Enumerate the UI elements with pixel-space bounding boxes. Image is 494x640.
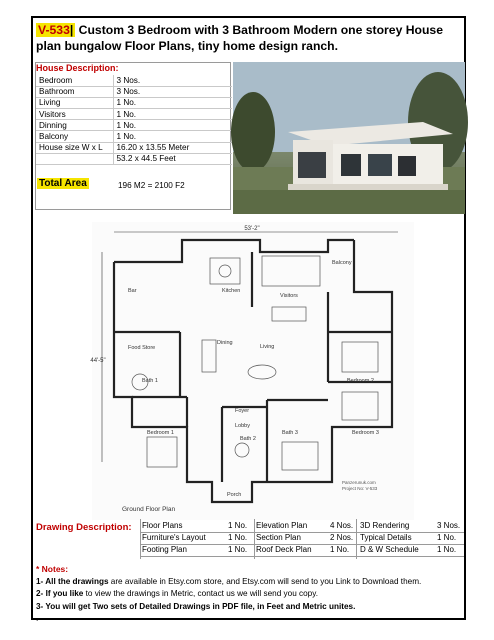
drawing-item-name: Footing Plan [142, 545, 187, 554]
drawing-item-qty: 1 No. [437, 545, 457, 554]
drawing-item-qty: 4 Nos. [330, 521, 354, 530]
notes-section [36, 563, 464, 626]
room-label: Balcony [332, 260, 352, 266]
house-description-key: Bathroom [36, 86, 113, 97]
dd-divider [140, 519, 141, 559]
room-label: Bedroom 2 [347, 378, 374, 384]
note-bold: All the drawings [45, 576, 109, 586]
drawing-item-name: Section Plan [256, 533, 301, 542]
room-label: Food Store [128, 345, 156, 351]
room-label: Living [260, 344, 275, 350]
house-description-value: 1 No. [113, 109, 232, 120]
total-area-value: 196 M2 = 2100 F2 [118, 181, 185, 190]
dd-divider [140, 532, 464, 533]
room-label: Lobby [235, 423, 250, 429]
note-line [36, 588, 464, 601]
note-num: 2- [36, 589, 44, 598]
house-description-row [36, 109, 232, 120]
house-description-row [36, 120, 232, 131]
drawing-item-name: Roof Deck Plan [256, 545, 312, 554]
note-num: 3- [36, 601, 44, 611]
drawing-item-qty: 1 No. [330, 545, 350, 554]
room-label: Foyer [235, 408, 250, 414]
house-description-key: Bedroom [36, 75, 113, 86]
house-description-caption: House Description: [36, 63, 119, 73]
drawing-item-qty: 3 Nos. [437, 521, 461, 530]
notes-trailing: . [36, 614, 39, 623]
notes-header: * Notes: [36, 564, 69, 574]
dd-divider [254, 519, 255, 559]
drawing-item-qty: 2 Nos. [330, 533, 354, 542]
room-label: Bath 3 [282, 430, 298, 436]
note-rest: to view the drawings in Metric, contact us we will send you copy. [83, 589, 318, 598]
drawing-item-qty: 1 No. [228, 533, 248, 542]
house-description-key: House size W x L [36, 142, 113, 153]
drawing-item-name: D & W Schedule [360, 545, 419, 554]
room-label: Bedroom 1 [147, 430, 174, 436]
room-label: Bath 1 [142, 378, 158, 384]
house-render-image [233, 62, 465, 214]
note-line [36, 601, 464, 614]
house-description-key: Balcony [36, 131, 113, 142]
room-label: Bath 2 [240, 436, 256, 442]
drawing-item-name: Typical Details [360, 533, 412, 542]
note-bold: You will get Two sets of Detailed Drawings in PDF file, in Feet and Metric unites. [45, 601, 356, 611]
dd-divider [140, 544, 464, 545]
page-title [36, 22, 464, 54]
house-description-row [36, 75, 232, 86]
note-bold: If you like [45, 589, 84, 598]
house-description-key [36, 153, 113, 164]
note-rest: are available in Etsy.com store, and Etsy.com will send to you Link to Download them. [108, 576, 422, 586]
room-label: Bar [128, 288, 137, 294]
drawing-item-name: Furniture's Layout [142, 533, 206, 542]
house-description-value: 1 No. [113, 131, 232, 142]
drawing-item-qty: 1 No. [437, 533, 457, 542]
room-label: Kitchen [222, 288, 241, 294]
house-description-row [36, 131, 232, 142]
house-description-table [36, 75, 232, 165]
plan-length-dimension: 44'-5" [90, 358, 106, 364]
dd-divider [356, 519, 357, 559]
house-description-row [36, 86, 232, 97]
drawing-item-name: Elevation Plan [256, 521, 308, 530]
room-label: Visitors [280, 293, 298, 299]
plan-width-dimension: 53'-2" [244, 226, 260, 232]
house-description-row [36, 97, 232, 108]
total-area-label: Total Area [39, 178, 87, 189]
room-label: Porch [227, 492, 242, 498]
house-description-key: Dinning [36, 120, 113, 131]
drawing-item-qty: 1 No. [228, 521, 248, 530]
drawing-item-name: Floor Plans [142, 521, 183, 530]
note-line [36, 576, 464, 589]
plan-caption: Ground Floor Plan [122, 506, 176, 513]
house-description-key: Visitors [36, 109, 113, 120]
note-num: 1- [36, 576, 44, 586]
house-description-row [36, 153, 232, 164]
title-text: Custom 3 Bedroom with 3 Bathroom Modern one storey House plan bungalow Floor Plans, tiny home design ranch. [36, 23, 443, 53]
house-description-value: 3 Nos. [113, 86, 232, 97]
dd-divider [140, 556, 464, 557]
room-label: Dining [217, 340, 233, 346]
room-label: Bedroom 3 [352, 430, 379, 436]
drawing-item-qty: 1 No. [228, 545, 248, 554]
house-description-value: 53.2 x 44.5 Feet [113, 153, 232, 164]
house-description-row [36, 142, 232, 153]
house-description-value: 1 No. [113, 120, 232, 131]
plan-project-number: Project No: V-533 [342, 486, 378, 491]
house-description-key: Living [36, 97, 113, 108]
plan-stamp: Panzerunuk.com [342, 480, 376, 485]
drawing-item-name: 3D Rendering [360, 521, 410, 530]
drawing-description-caption: Drawing Description: [36, 522, 132, 533]
house-description-value: 3 Nos. [113, 75, 232, 86]
house-description-value: 16.20 x 13.55 Meter [113, 142, 232, 153]
plan-code: V-533| [38, 23, 74, 37]
house-description-value: 1 No. [113, 97, 232, 108]
floor-plan-drawing [92, 222, 414, 520]
